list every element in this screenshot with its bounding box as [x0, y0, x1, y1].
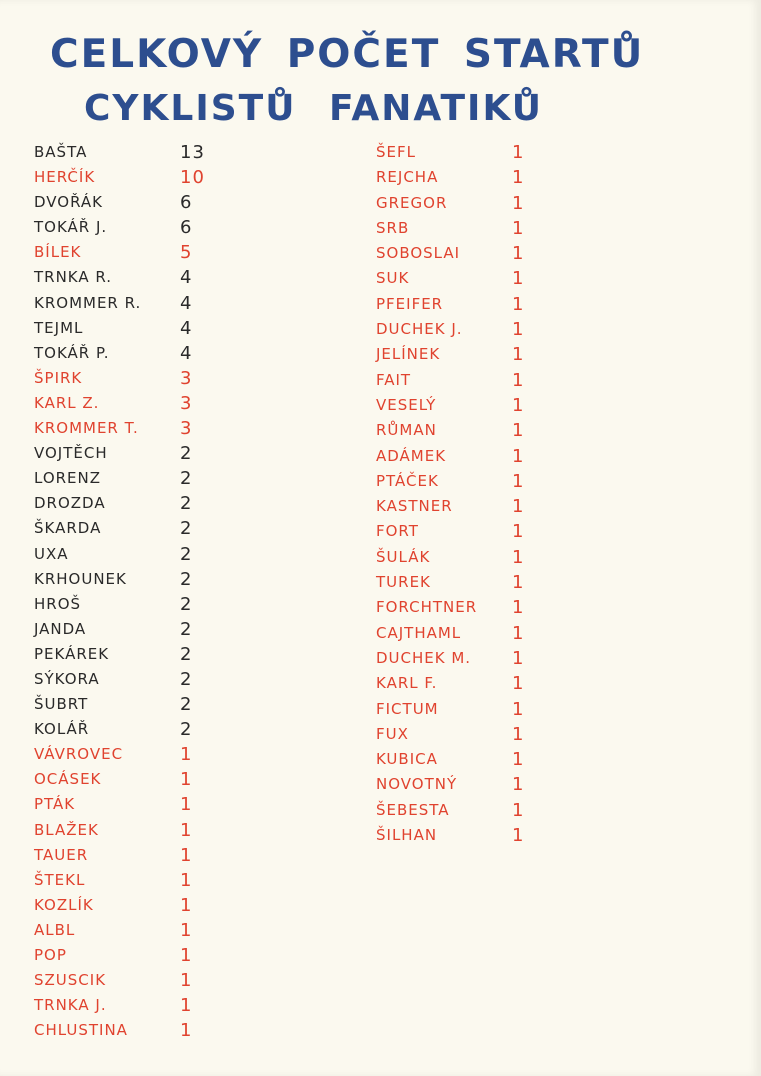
cyclist-name: FAIT [376, 370, 412, 389]
start-count: 6 [180, 192, 193, 214]
cyclist-name: PTÁČEK [376, 471, 439, 490]
cyclist-name: ŠKARDA [34, 519, 102, 538]
list-item [372, 241, 592, 266]
list-item [372, 494, 592, 519]
start-count: 1 [180, 945, 193, 966]
cyclist-name: CHLUSTINA [34, 1021, 128, 1040]
cyclist-name: LORENZ [34, 469, 102, 488]
list-item [30, 491, 270, 516]
list-item [372, 646, 592, 671]
cyclist-name: TRNKA J. [34, 996, 107, 1015]
list-item [30, 165, 270, 190]
start-count: 1 [512, 167, 525, 189]
list-item [372, 418, 592, 443]
list-item [30, 341, 270, 366]
start-count: 1 [512, 622, 525, 644]
cyclist-name: SUK [376, 269, 410, 288]
start-count: 3 [180, 367, 193, 389]
start-count: 10 [180, 167, 205, 189]
cyclist-name: KUBICA [376, 750, 438, 769]
start-count: 2 [180, 568, 193, 590]
start-count: 1 [512, 723, 525, 745]
cyclist-name: PFEIFER [376, 294, 444, 313]
start-count: 1 [512, 470, 525, 492]
cyclist-name: ŠPIRK [34, 368, 83, 387]
start-count: 1 [512, 420, 525, 442]
list-item [30, 943, 270, 968]
start-count: 1 [512, 572, 525, 594]
list-item [30, 642, 270, 667]
start-count: 5 [180, 242, 193, 264]
start-count: 1 [512, 394, 525, 416]
list-item [30, 316, 270, 341]
start-count: 3 [180, 392, 193, 414]
start-count: 2 [180, 443, 193, 465]
cyclist-name: VESELÝ [376, 395, 437, 414]
start-count: 1 [512, 243, 525, 265]
list-item [30, 918, 270, 943]
start-count: 1 [180, 794, 193, 816]
cyclist-name: DUCHEK J. [376, 320, 463, 339]
cyclist-name: KARL Z. [34, 393, 100, 412]
start-count: 2 [180, 668, 193, 690]
start-count: 2 [180, 719, 193, 741]
list-item [372, 469, 592, 494]
list-item [30, 968, 270, 993]
list-item [30, 818, 270, 843]
start-count: 4 [180, 292, 193, 314]
start-count: 2 [180, 618, 193, 640]
cyclist-name: CAJTHAML [376, 623, 462, 642]
list-item [30, 542, 270, 567]
start-count: 13 [180, 142, 205, 163]
start-count: 2 [180, 518, 193, 540]
start-count: 1 [180, 844, 193, 866]
list-item [30, 893, 270, 918]
cyclist-name: NOVOTNÝ [376, 775, 458, 794]
start-count: 2 [180, 593, 193, 615]
list-item [372, 671, 592, 696]
start-count: 1 [512, 293, 525, 315]
cyclist-name: VÁVROVEC [34, 745, 124, 764]
start-count: 1 [512, 445, 525, 467]
start-count: 1 [512, 647, 525, 669]
cyclist-name: TAUER [34, 845, 89, 864]
list-item [30, 441, 270, 466]
cyclist-name: ŠULÁK [376, 547, 431, 566]
start-count: 4 [180, 342, 193, 364]
list-item [30, 366, 270, 391]
start-count: 2 [180, 643, 193, 665]
cyclist-name: GREGOR [376, 193, 448, 212]
list-item [372, 772, 592, 797]
cyclist-name: TOKÁŘ J. [34, 218, 108, 237]
list-item [372, 191, 592, 216]
start-count: 1 [512, 799, 525, 821]
start-count: 1 [180, 869, 193, 891]
cyclist-name: FORCHTNER [376, 598, 478, 617]
start-count: 1 [180, 995, 193, 1017]
start-count: 1 [180, 1020, 193, 1042]
right-name-list [372, 140, 592, 848]
list-item [372, 216, 592, 241]
list-item [372, 165, 592, 190]
start-count: 4 [180, 317, 193, 339]
list-item [372, 342, 592, 367]
cyclist-name: SÝKORA [34, 669, 100, 688]
start-count: 1 [512, 597, 525, 619]
list-item [30, 291, 270, 316]
list-item [30, 140, 270, 165]
list-item [372, 621, 592, 646]
start-count: 1 [512, 825, 525, 847]
start-count: 1 [180, 970, 193, 992]
cyclist-name: UXA [34, 544, 69, 563]
list-item [372, 595, 592, 620]
list-item [372, 519, 592, 544]
list-item [30, 1018, 270, 1043]
list-item [30, 265, 270, 290]
cyclist-name: KROMMER T. [34, 419, 139, 438]
cyclist-name: RŮMAN [376, 421, 437, 440]
list-item [30, 667, 270, 692]
cyclist-name: KOZLÍK [34, 895, 94, 914]
title-line-1: CELKOVÝ POČET STARTŮ [50, 32, 645, 77]
start-count: 1 [180, 744, 193, 766]
start-count: 1 [180, 819, 193, 841]
list-item [372, 697, 592, 722]
list-item [30, 416, 270, 441]
cyclist-name: TRNKA R. [34, 268, 113, 287]
cyclist-name: ŠEBESTA [376, 800, 450, 819]
start-count: 1 [512, 774, 525, 796]
cyclist-name: BLAŽEK [34, 820, 99, 839]
cyclist-name: ŠILHAN [376, 826, 438, 845]
start-count: 1 [512, 217, 525, 239]
start-count: 1 [512, 521, 525, 543]
cyclist-name: OCÁSEK [34, 770, 102, 789]
start-count: 1 [512, 344, 525, 366]
start-count: 1 [512, 319, 525, 341]
cyclist-name: ADÁMEK [376, 446, 447, 465]
cyclist-name: PEKÁREK [34, 644, 110, 663]
start-count: 1 [512, 369, 525, 391]
list-item [372, 393, 592, 418]
cyclist-name: BÍLEK [34, 243, 82, 262]
start-count: 4 [180, 267, 193, 289]
cyclist-name: JELÍNEK [376, 345, 441, 364]
list-item [30, 592, 270, 617]
start-count: 1 [180, 769, 193, 791]
start-count: 2 [180, 694, 193, 716]
list-item [30, 717, 270, 742]
cyclist-name: ALBL [34, 920, 76, 939]
list-item [372, 798, 592, 823]
list-item [30, 567, 270, 592]
list-item [30, 516, 270, 541]
start-count: 1 [512, 673, 525, 695]
list-item [372, 444, 592, 469]
list-item [30, 868, 270, 893]
list-item [372, 368, 592, 393]
cyclist-name: ŠEFL [376, 143, 416, 161]
list-item [372, 266, 592, 291]
cyclist-name: PTÁK [34, 795, 76, 814]
cyclist-name: KASTNER [376, 497, 453, 516]
list-item [30, 190, 270, 215]
list-item [372, 545, 592, 570]
list-item [372, 317, 592, 342]
start-count: 1 [180, 894, 193, 916]
cyclist-name: KRHOUNEK [34, 569, 127, 588]
cyclist-name: KARL F. [376, 674, 438, 693]
list-item [30, 240, 270, 265]
title-line-2: CYKLISTŮ FANATIKŮ [84, 88, 543, 129]
left-name-list [30, 140, 270, 1043]
list-item [30, 617, 270, 642]
list-item [30, 692, 270, 717]
list-item [30, 993, 270, 1018]
list-item [30, 391, 270, 416]
cyclist-name: DVOŘÁK [34, 193, 104, 212]
cyclist-name: DUCHEK M. [376, 648, 472, 667]
start-count: 2 [180, 543, 193, 565]
list-item [372, 823, 592, 848]
cyclist-name: TUREK [376, 573, 431, 592]
cyclist-name: KROMMER R. [34, 293, 142, 312]
list-item [30, 792, 270, 817]
list-item [30, 215, 270, 240]
list-item [372, 292, 592, 317]
cyclist-name: SZUSCIK [34, 971, 107, 990]
cyclist-name: DROZDA [34, 494, 106, 513]
cyclist-name: SOBOSLAI [376, 244, 461, 263]
cyclist-name: FICTUM [376, 699, 439, 718]
start-count: 6 [180, 217, 193, 239]
list-item [30, 742, 270, 767]
cyclist-name: TEJML [34, 318, 84, 337]
start-count: 1 [512, 268, 525, 290]
cyclist-name: VOJTĚCH [34, 444, 108, 463]
start-count: 2 [180, 493, 193, 515]
cyclist-name: HERČÍK [34, 168, 96, 187]
cyclist-name: HROŠ [34, 594, 82, 613]
list-item [372, 722, 592, 747]
list-item [372, 747, 592, 772]
cyclist-name: TOKÁŘ P. [34, 343, 110, 362]
cyclist-name: FORT [376, 522, 419, 541]
start-count: 1 [180, 919, 193, 941]
start-count: 1 [512, 749, 525, 771]
list-item [372, 140, 592, 165]
list-item [30, 767, 270, 792]
cyclist-name: ŠTEKL [34, 870, 86, 889]
cyclist-name: KOLÁŘ [34, 720, 90, 739]
cyclist-name: JANDA [34, 619, 87, 638]
cyclist-name: POP [34, 946, 67, 964]
cyclist-name: ŠUBRT [34, 695, 89, 714]
start-count: 1 [512, 142, 525, 163]
list-item [30, 466, 270, 491]
list-item [30, 843, 270, 868]
start-count: 1 [512, 496, 525, 518]
start-count: 1 [512, 192, 525, 214]
list-item [372, 570, 592, 595]
cyclist-name: SRB [376, 218, 410, 237]
cyclist-name: FUX [376, 724, 409, 743]
cyclist-name: REJCHA [376, 168, 439, 187]
start-count: 1 [512, 698, 525, 720]
start-count: 2 [180, 468, 193, 490]
cyclist-name: BAŠTA [34, 143, 88, 161]
start-count: 1 [512, 546, 525, 568]
start-count: 3 [180, 418, 193, 440]
